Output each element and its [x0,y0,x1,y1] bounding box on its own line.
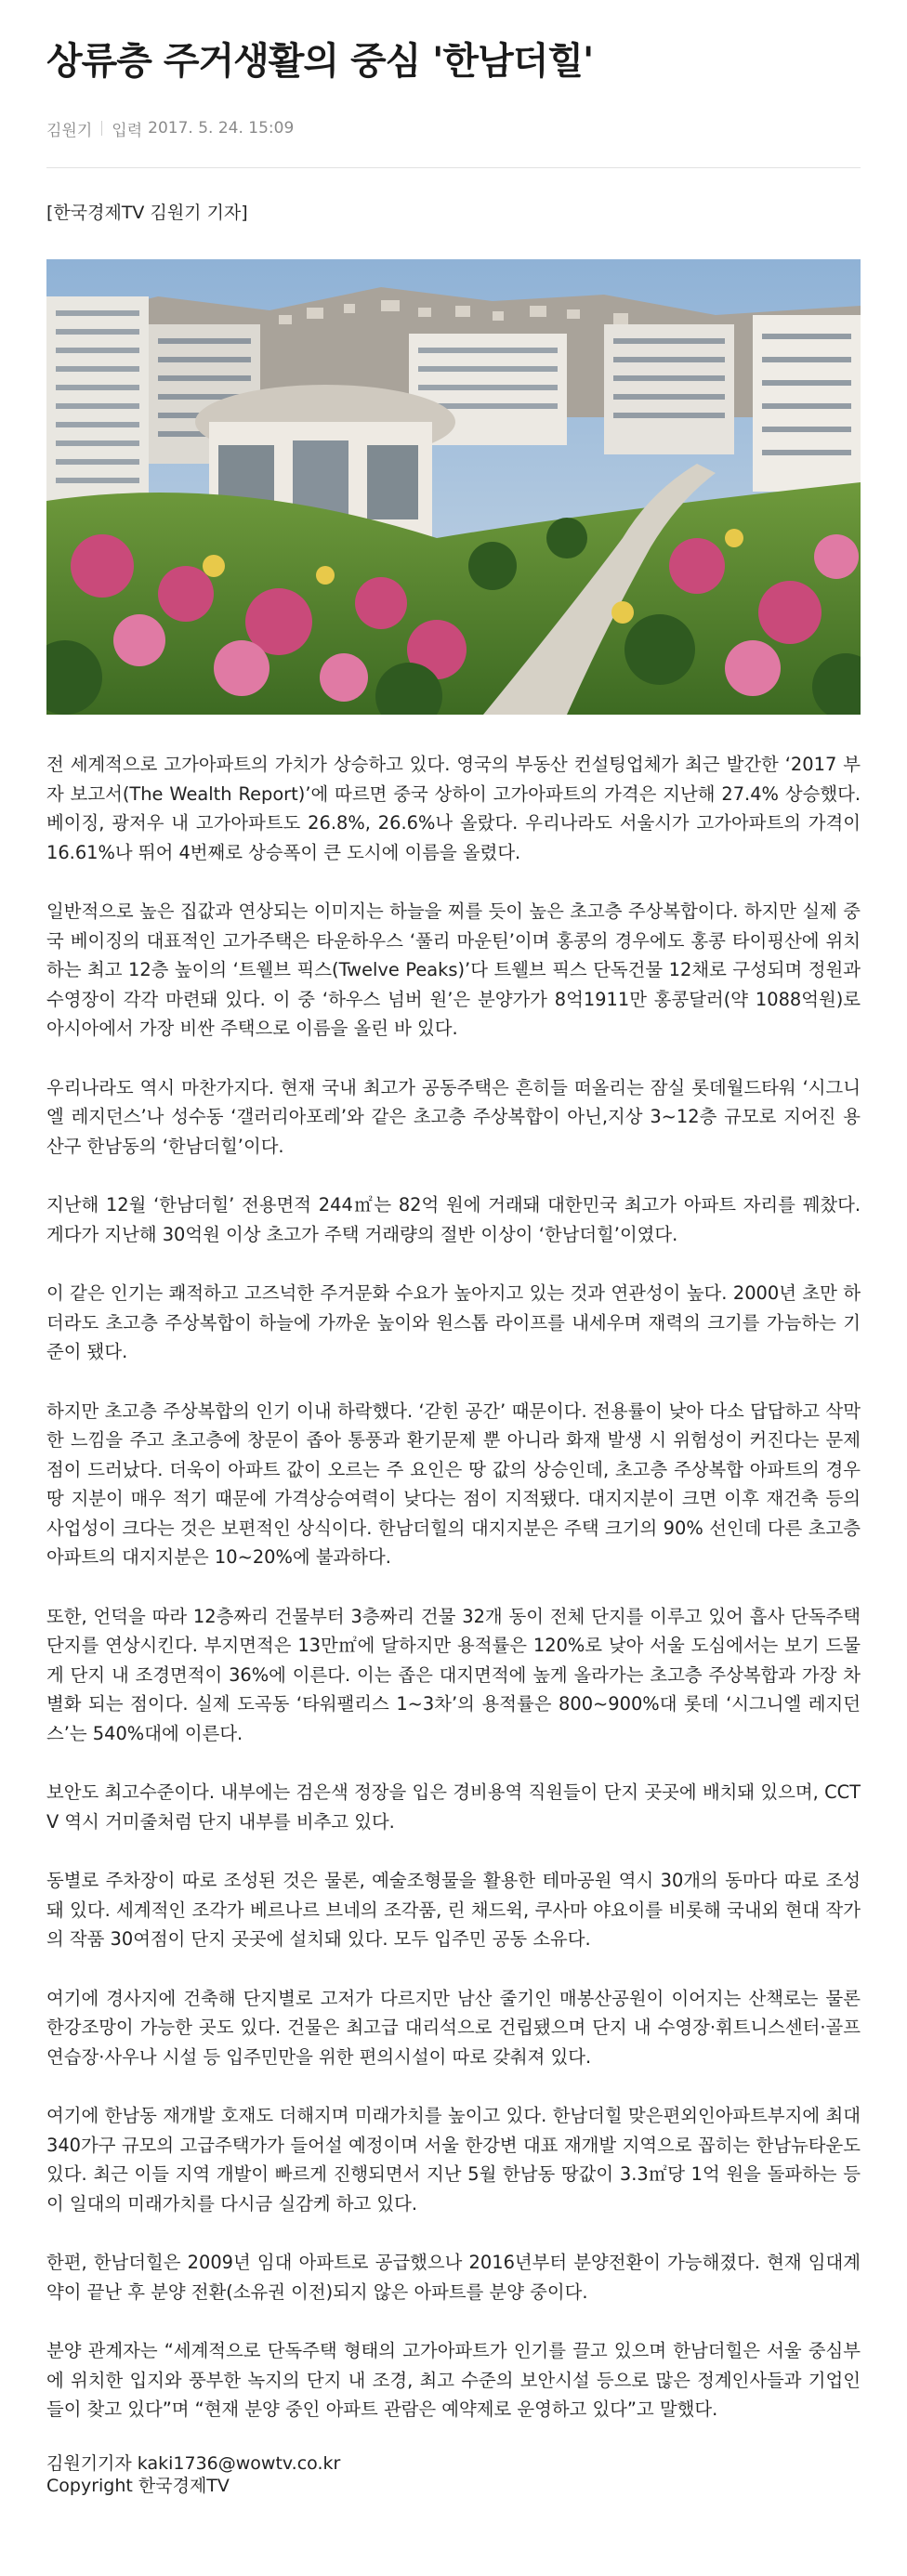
hannam-the-hill-photo [46,259,861,715]
article-paragraph: 또한, 언덕을 따라 12층짜리 건물부터 3층짜리 건물 32개 동이 전체 단지를 이루고 있어 흡사 단독주택 단지를 연상시킨다. 부지면적은 13만㎡에 달하지만 용적률은 120%로 낮아 서울 도심에서는 보기 드물게 단지 내 조경면적이 36%에 이른다. 이는 좁은 대지면적에 높게 올라가는 초고층 주상복합과 가장 차별화 되는 점이다. 실제 도곡동 ‘타워팰리스 1~3차’의 용적률은 800~900%대 롯데 ‘시그니엘 레지던스’는 540%대에 이른다. [46,1605,861,1744]
article-paragraph: 분양 관계자는 “세계적으로 단독주택 형태의 고가아파트가 인기를 끌고 있으며 한남더힐은 서울 중심부에 위치한 입지와 풍부한 녹지의 단지 내 조경, 최고 수준의 보안시설 등으로 많은 정계인사들과 기업인들이 찾고 있다”며 “현재 분양 중인 아파트 관람은 예약제로 운영하고 있다”고 말했다. [46,2340,861,2420]
article-paragraph: 보안도 최고수준이다. 내부에는 검은색 정장을 입은 경비용역 직원들이 단지 곳곳에 배치돼 있으며, CCTV 역시 거미줄처럼 단지 내부를 비추고 있다. [46,1781,861,1833]
article-footer [46,2452,861,2497]
published-date: 2017. 5. 24. 15:09 [148,119,295,138]
copyright: Copyright 한국경제TV [46,2475,230,2496]
byline: [한국경제TV 김원기 기자] [46,203,248,223]
article-paragraph: 여기에 경사지에 건축해 단지별로 고저가 다르지만 남산 줄기인 매봉산공원이 이어지는 산책로는 물론 한강조망이 가능한 곳도 있다. 건물은 최고급 대리석으로 건립됐으며 단지 내 수영장·휘트니스센터·골프연습장·사우나 시설 등 입주민만을 위한 편의시설이 따로 갖춰져 있다. [46,1987,861,2068]
article-paragraph: 하지만 초고층 주상복합의 인기 이내 하락했다. ‘갇힌 공간’ 때문이다. 전용률이 낮아 다소 답답하고 삭막한 느낌을 주고 초고층에 창문이 좁아 통풍과 환기문제 뿐 아니라 화재 발생 시 위험성이 커진다는 문제점이 드러났다. 더욱이 아파트 값이 오르는 주 요인은 땅 값의 상승인데, 초고층 주상복합 아파트의 경우 땅 지분이 매우 적기 때문에 가격상승여력이 낮다는 점이 지적됐다. 대지지분이 크면 이후 재건축 등의 사업성이 크다는 것은 보편적인 상식이다. 한남더힐의 대지지분은 주택 크기의 90% 선인데 다른 초고층 아파트의 대지지분은 10~20%에 불과하다. [46,1400,861,1568]
article-paragraph: 한편, 한남더힐은 2009년 임대 아파트로 공급했으나 2016년부터 분양전환이 가능해졌다. 현재 임대계약이 끝난 후 분양 전환(소유권 이전)되지 않은 아파트를 분양 중이다. [46,2252,861,2303]
article-paragraph: 우리나라도 역시 마찬가지다. 현재 국내 최고가 공동주택은 흔히들 떠올리는 잠실 롯데월드타워 ‘시그니엘 레지던스’나 성수동 ‘갤러리아포레’와 같은 초고층 주상복합이 아닌,지상 3~12층 규모로 지어진 용산구 한남동의 ‘한남더힐’이다. [46,1076,861,1157]
article-meta [46,117,861,139]
article-paragraph: 지난해 12월 ‘한남더힐’ 전용면적 244㎡는 82억 원에 거래돼 대한민국 최고가 아파트 자리를 꿰찼다. 게다가 지난해 30억원 이상 초고가 주택 거래량의 절반 이상이 ‘한남더힐’이였다. [46,1194,861,1245]
header-divider [46,167,861,168]
article-body [46,750,861,2425]
footer-author-email: 김원기기자 kaki1736@wowtv.co.kr [46,2452,341,2474]
article-paragraph: 일반적으로 높은 집값과 연상되는 이미지는 하늘을 찌를 듯이 높은 초고층 주상복합이다. 하지만 실제 중국 베이징의 대표적인 고가주택은 타운하우스 ‘풀리 마운틴’이며 홍콩의 경우에도 홍콩 타이핑산에 위치하는 최고 12층 높이의 ‘트웰브 픽스(Twelve Peaks)’다 트웰브 픽스 단독건물 12채로 구성되며 정원과 수영장이 각각 마련돼 있다. 이 중 ‘하우스 넘버 원’은 분양가가 8억1911만 홍콩달러(약 1088억원)로 아시아에서 가장 비싼 주택으로 이름을 올린 바 있다. [46,900,861,1039]
published-label: 입력 [112,121,143,140]
article-paragraph: 여기에 한남동 재개발 호재도 더해지며 미래가치를 높이고 있다. 한남더힐 맞은편외인아파트부지에 최대 340가구 규모의 고급주택가가 들어설 예정이며 서울 한강변 대표 재개발 지역으로 꼽히는 한남뉴타운도 있다. 최근 이들 지역 개발이 빠르게 진행되면서 지난 5월 한남동 땅값이 3.3㎡당 1억 원을 돌파하는 등 이 일대의 미래가치를 다시금 실감케 하고 있다. [46,2105,861,2215]
article-photo [46,259,861,715]
author-name[interactable]: 김원기 [46,121,93,140]
article-title: 상류층 주거생활의 중심 '한남더힐' [46,40,594,83]
article-paragraph: 전 세계적으로 고가아파트의 가치가 상승하고 있다. 영국의 부동산 컨설팅업체가 최근 발간한 ‘2017 부자 보고서(The Wealth Report)’에 따르면 중국 상하이 고가아파트의 가격은 지난해 27.4% 상승했다. 베이징, 광저우 내 고가아파트도 26.8%, 26.6%나 올랐다. 우리나라도 서울시가 고가아파트의 가격이 16.61%나 뛰어 4번째로 상승폭이 큰 도시에 이름을 올렸다. [46,754,861,863]
article-paragraph: 이 같은 인기는 쾌적하고 고즈넉한 주거문화 수요가 높아지고 있는 것과 연관성이 높다. 2000년 초만 하더라도 초고층 주상복합이 하늘에 가까운 높이와 원스톱 라이프를 내세우며 재력의 크기를 가늠하는 기준이 됐다. [46,1282,861,1362]
meta-divider [101,121,102,136]
article-paragraph: 동별로 주차장이 따로 조성된 것은 물론, 예술조형물을 활용한 테마공원 역시 30개의 동마다 따로 조성돼 있다. 세계적인 조각가 베르나르 브네의 조각품, 린 채드윅, 쿠사마 야요이를 비롯해 국내외 현대 작가의 작품 30여점이 단지 곳곳에 설치돼 있다. 모두 입주민 공동 소유다. [46,1870,861,1950]
